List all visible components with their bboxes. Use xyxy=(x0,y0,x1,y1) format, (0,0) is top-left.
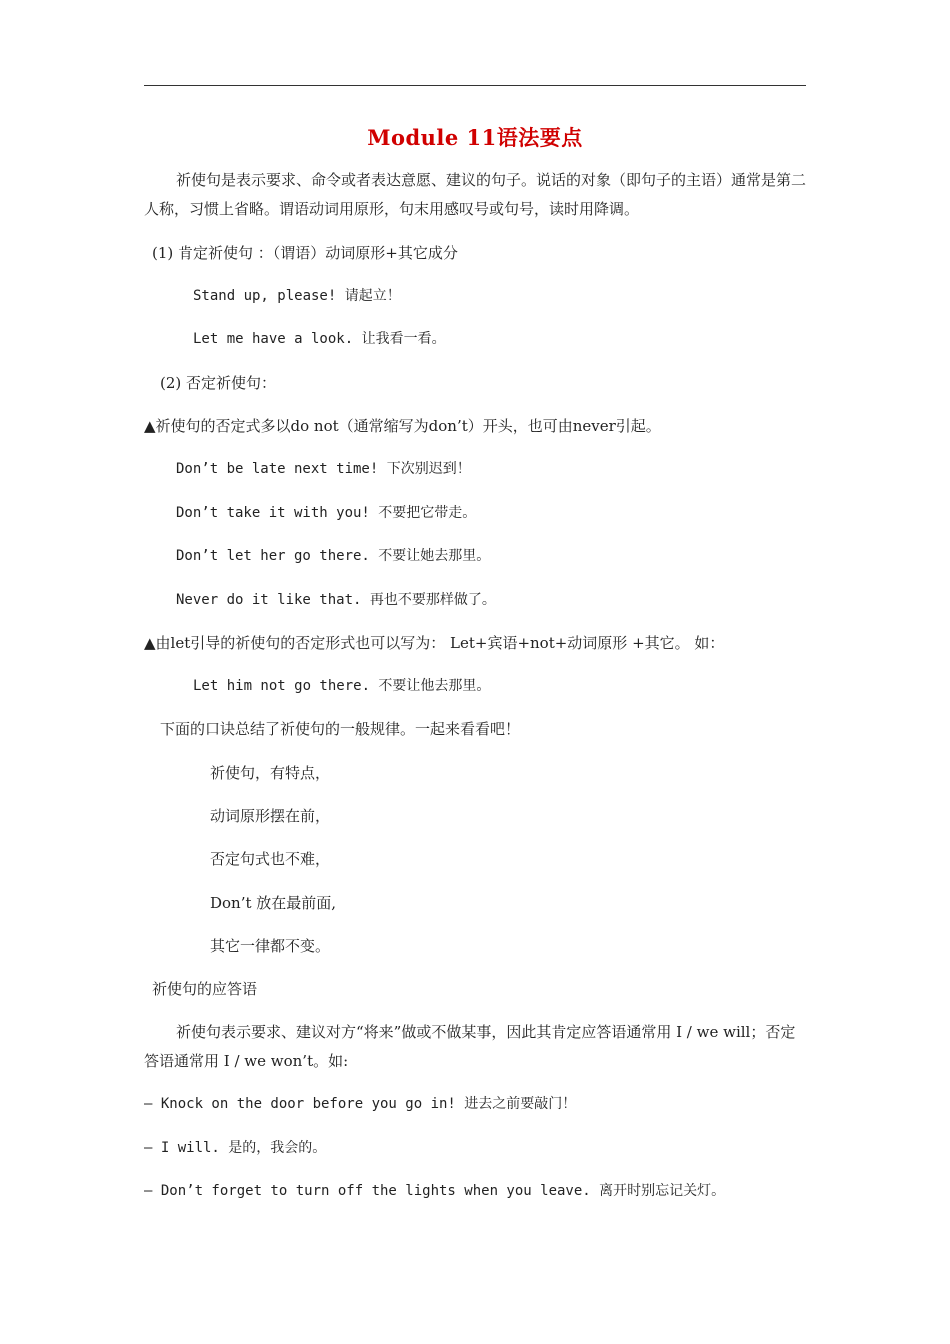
affirmative-heading: (1) 肯定祈使句 ：（谓语）动词原形+其它成分 xyxy=(152,244,458,262)
negative-heading: (2) 否定祈使句： xyxy=(160,374,277,392)
negative-example: Don’t be late next time! 下次别迟到！ xyxy=(176,461,471,477)
page-title: Module 11语法要点 xyxy=(367,125,583,150)
dialogue-line: — I will. 是的，我会的。 xyxy=(144,1140,327,1156)
let-example: Let him not go there. 不要让他去那里。 xyxy=(193,678,491,694)
rhyme-line: Don’t 放在最前面, xyxy=(210,894,337,912)
let-rule: ▲由let引导的祈使句的否定形式也可以写为： Let+宾语+not+动词原形 +其它。 如： xyxy=(144,634,725,652)
affirmative-example: Let me have a look. 让我看一看。 xyxy=(193,331,446,347)
negative-example: Don’t take it with you! 不要把它带走。 xyxy=(176,505,477,521)
rhyme-line: 动词原形摆在前， xyxy=(210,807,331,825)
rhyme-line: 祈使句，有特点， xyxy=(210,764,331,782)
rhyme-line: 其它一律都不变。 xyxy=(210,937,331,955)
affirmative-example: Stand up, please! 请起立！ xyxy=(193,288,401,304)
negative-rule: ▲祈使句的否定式多以do not（通常缩写为don’t）开头，也可由never引起。 xyxy=(144,417,661,435)
intro-paragraph: 祈使句是表示要求、命令或者表达意愿、建议的句子。说话的对象（即句子的主语）通常是第二人称，习惯上省略。谓语动词用原形，句末用感叹号或句号，读时用降调。 xyxy=(144,171,807,218)
rhyme-line: 否定句式也不难， xyxy=(210,850,331,868)
response-paragraph: 祈使句表示要求、建议对方“将来”做或不做某事，因此其肯定应答语通常用 I / we will；否定答语通常用 I / we won’t。如: xyxy=(144,1023,796,1070)
rhyme-intro: 下面的口诀总结了祈使句的一般规律。一起来看看吧！ xyxy=(160,720,521,738)
dialogue-line: — Knock on the door before you go in! 进去之前要敲门！ xyxy=(144,1096,577,1112)
negative-example: Don’t let her go there. 不要让她去那里。 xyxy=(176,548,491,564)
dialogue-line: — Don’t forget to turn off the lights when you leave. 离开时别忘记关灯。 xyxy=(144,1183,726,1199)
negative-example: Never do it like that. 再也不要那样做了。 xyxy=(176,592,496,608)
header-rule xyxy=(144,85,806,86)
response-heading: 祈使句的应答语 xyxy=(152,980,258,998)
